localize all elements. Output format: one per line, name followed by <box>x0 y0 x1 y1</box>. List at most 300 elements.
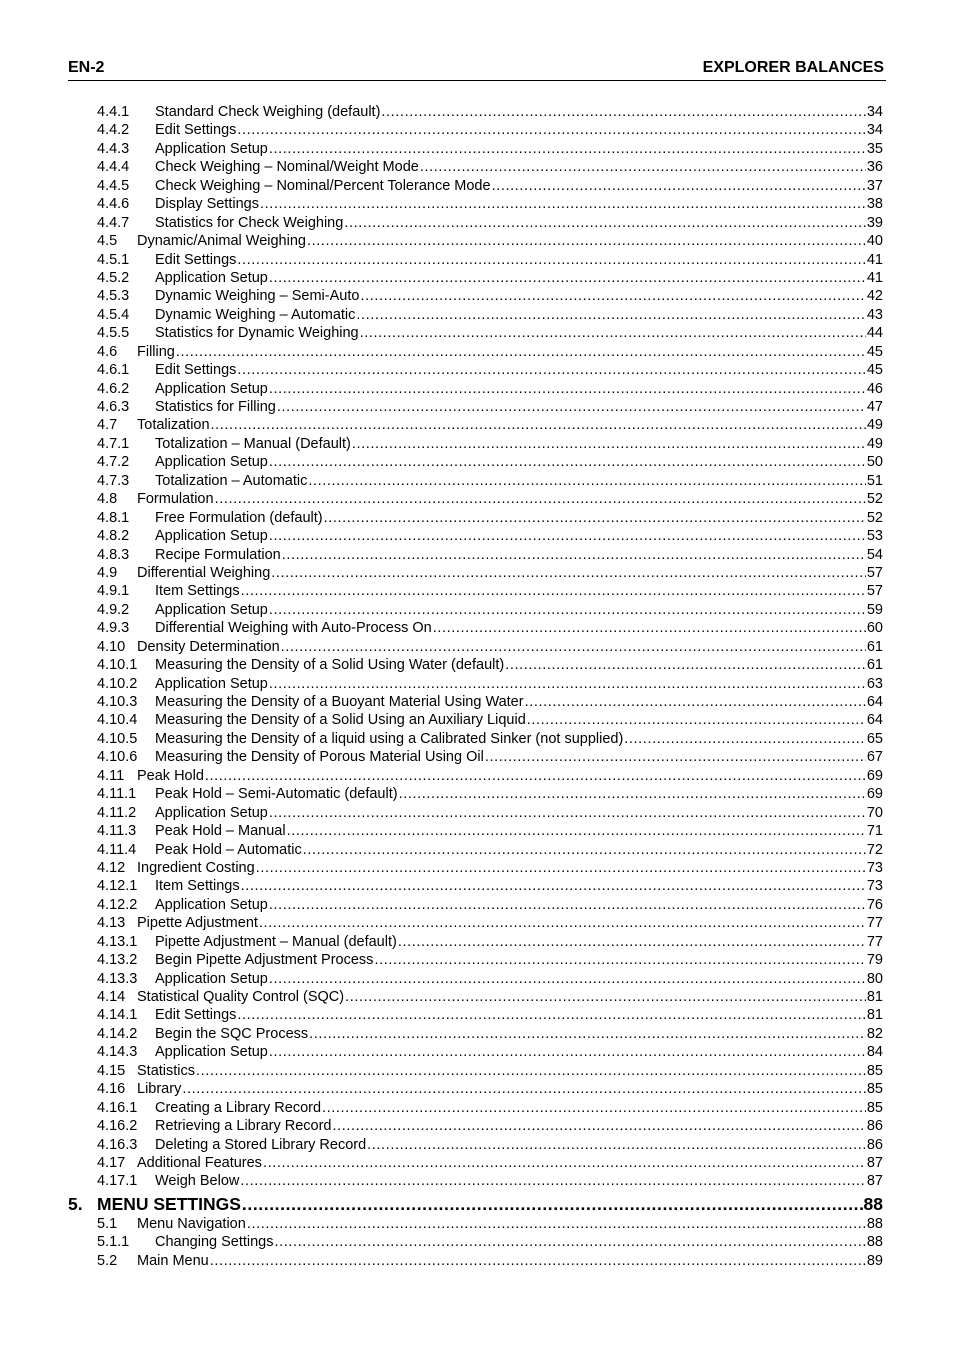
toc-dot-leader <box>247 1215 866 1233</box>
toc-section-number: 4.5.4 <box>97 306 130 323</box>
toc-section-number: 4.5.3 <box>97 288 130 305</box>
toc-section-title: Measuring the Density of a Buoyant Material Using Water <box>155 694 524 710</box>
toc-section-number: 4.5.1 <box>97 251 130 268</box>
toc-section-title: Item Settings <box>155 878 240 895</box>
toc-entry[interactable] <box>97 398 883 416</box>
toc-section-title: Application Setup <box>155 528 268 545</box>
toc-entry[interactable] <box>97 251 883 269</box>
toc-page-number: 34 <box>866 122 883 139</box>
toc-dot-leader <box>211 416 866 434</box>
toc-section-number: 4.4.1 <box>97 104 130 120</box>
toc-page-number: 72 <box>866 841 883 858</box>
toc-dot-leader <box>269 804 866 822</box>
toc-entry[interactable] <box>97 656 883 674</box>
toc-entry[interactable] <box>97 232 883 250</box>
toc-section-title: Pipette Adjustment <box>137 915 258 932</box>
toc-entry[interactable] <box>97 490 883 508</box>
toc-dot-leader <box>356 306 865 324</box>
toc-section-number: 4.11 <box>97 767 125 784</box>
toc-page-number: 52 <box>866 509 883 526</box>
document-title: EXPLORER BALANCES <box>702 59 884 76</box>
toc-entry[interactable] <box>97 195 883 213</box>
toc-section-title: Totalization – Manual (Default) <box>155 435 351 452</box>
toc-entry[interactable] <box>97 785 883 803</box>
toc-section-number: 4.11.2 <box>97 804 137 821</box>
toc-section-title: Density Determination <box>137 638 280 655</box>
toc-section-number: 4.6 <box>97 343 118 360</box>
toc-entry[interactable] <box>97 1006 883 1024</box>
toc-section-number: 4.8.2 <box>97 528 130 545</box>
toc-page-number: 86 <box>866 1136 883 1153</box>
toc-section-number: 5.1.1 <box>97 1234 130 1251</box>
toc-dot-leader <box>303 841 866 859</box>
toc-section-number: 4.16.3 <box>97 1136 138 1153</box>
toc-section-title: Edit Settings <box>155 1007 237 1024</box>
toc-section-number: 4.7.1 <box>97 435 130 452</box>
toc-entry[interactable] <box>97 877 883 895</box>
toc-entry[interactable] <box>97 970 883 988</box>
toc-entry[interactable] <box>97 1215 883 1233</box>
toc-section-number: 4.11.3 <box>97 823 137 840</box>
toc-section-number: 5.1 <box>97 1215 118 1232</box>
toc-entry[interactable] <box>97 601 883 619</box>
toc-page-number: 81 <box>866 989 883 1005</box>
toc-dot-leader <box>275 1233 866 1251</box>
toc-page-number: 53 <box>866 528 883 545</box>
toc-section-title: Statistics for Filling <box>155 399 276 415</box>
toc-entry[interactable] <box>97 933 883 951</box>
toc-section-title: Item Settings <box>155 583 240 600</box>
toc-section-title: Check Weighing – Nominal/Percent Tolerance Mode <box>155 177 491 194</box>
toc-section-title: Application Setup <box>155 804 268 821</box>
toc-page-number: 64 <box>866 694 883 710</box>
toc-page-number: 73 <box>866 878 883 895</box>
toc-page-number: 87 <box>866 1154 883 1171</box>
toc-entry[interactable] <box>97 1233 883 1251</box>
toc-section-number: 4.4.2 <box>97 122 130 139</box>
toc-entry[interactable] <box>97 287 883 305</box>
toc-section-number: 4.9.3 <box>97 620 130 637</box>
toc-entry[interactable] <box>97 804 883 822</box>
toc-page-number: 85 <box>866 1062 883 1079</box>
toc-dot-leader <box>287 822 866 840</box>
toc-page-number: 37 <box>866 177 883 194</box>
toc-page-number: 84 <box>866 1044 883 1061</box>
toc-entry[interactable] <box>97 546 883 564</box>
toc-section-title: Peak Hold – Manual <box>155 823 286 840</box>
toc-page-number: 49 <box>866 435 883 452</box>
toc-section-title: Free Formulation (default) <box>155 509 323 526</box>
toc-section-title: Statistics for Check Weighing <box>155 214 344 231</box>
toc-section-number: 4.4.6 <box>97 196 130 213</box>
toc-page-number: 88 <box>866 1215 883 1232</box>
toc-dot-leader <box>505 656 866 674</box>
toc-section-number: 4.10 <box>97 638 126 655</box>
toc-entry[interactable] <box>97 416 883 434</box>
toc-entry[interactable] <box>97 306 883 324</box>
toc-dot-leader <box>269 269 866 287</box>
toc-section-number: 4.7 <box>97 417 118 434</box>
toc-entry[interactable] <box>97 1117 883 1135</box>
toc-section-title: Main Menu <box>137 1252 209 1269</box>
toc-dot-leader <box>309 1025 866 1043</box>
toc-dot-leader <box>367 1136 866 1154</box>
toc-section-title: Application Setup <box>155 601 268 618</box>
toc-section-number: 4.17 <box>97 1154 126 1171</box>
toc-page-number: 36 <box>866 159 883 176</box>
toc-entry[interactable] <box>97 1172 883 1190</box>
toc-page-number: 61 <box>866 657 883 674</box>
toc-dot-leader <box>307 232 866 250</box>
toc-section-number: 4.11.1 <box>97 786 137 803</box>
toc-dot-leader <box>176 343 866 361</box>
toc-section-title: Dynamic/Animal Weighing <box>137 233 306 250</box>
toc-dot-leader <box>205 767 866 785</box>
toc-entry[interactable] <box>97 380 883 398</box>
toc-page-number: 44 <box>866 325 883 342</box>
toc-page-number: 46 <box>866 380 883 397</box>
toc-section-title: Display Settings <box>155 196 259 213</box>
toc-dot-leader <box>263 1154 866 1172</box>
toc-entry[interactable] <box>97 1252 883 1270</box>
toc-dot-leader <box>196 1062 866 1080</box>
toc-page-number: 51 <box>866 472 883 489</box>
toc-section-number: 4.10.6 <box>97 749 138 766</box>
toc-dot-leader <box>269 380 866 398</box>
toc-section-number: 4.15 <box>97 1062 126 1079</box>
toc-page-number: 40 <box>866 233 883 250</box>
toc-entry[interactable] <box>97 324 883 342</box>
toc-section-number: 4.7.2 <box>97 454 130 471</box>
toc-section-number: 4.13.1 <box>97 933 138 950</box>
toc-page-number: 81 <box>866 1007 883 1024</box>
toc-dot-leader <box>215 490 866 508</box>
toc-dot-leader <box>269 1043 866 1061</box>
toc-section-title: Dynamic Weighing – Automatic <box>155 306 356 323</box>
toc-dot-leader <box>308 472 866 490</box>
toc-section-title: Application Setup <box>155 140 268 157</box>
toc-section-title: Application Setup <box>155 675 268 692</box>
toc-page-number: 61 <box>866 638 883 655</box>
toc-dot-leader <box>352 435 866 453</box>
toc-dot-leader <box>237 361 865 379</box>
toc-section-number: 4.9.1 <box>97 583 130 600</box>
toc-section-number: 4.6.3 <box>97 399 130 415</box>
toc-entry[interactable] <box>97 822 883 840</box>
toc-dot-leader <box>333 1117 866 1135</box>
toc-dot-leader <box>281 638 866 656</box>
toc-section-title: Peak Hold <box>137 767 204 784</box>
toc-entry[interactable] <box>97 1062 883 1080</box>
toc-section-title: Filling <box>137 343 175 360</box>
toc-section-number: 4.10.1 <box>97 657 138 674</box>
toc-entry[interactable] <box>97 693 883 711</box>
toc-section-number: 4.11.4 <box>97 841 137 858</box>
toc-entry[interactable] <box>97 361 883 379</box>
toc-section-number: 4.12.1 <box>97 878 138 895</box>
toc-dot-leader <box>624 730 866 748</box>
toc-entry[interactable] <box>97 841 883 859</box>
toc-section-number: 4.14.1 <box>97 1007 138 1024</box>
toc-section-title: Differential Weighing <box>137 564 271 581</box>
toc-entry[interactable] <box>97 509 883 527</box>
toc-entry[interactable] <box>97 435 883 453</box>
toc-dot-leader <box>360 287 865 305</box>
toc-dot-leader <box>322 1099 866 1117</box>
toc-page-number: 70 <box>866 804 883 821</box>
toc-dot-leader <box>237 121 865 139</box>
toc-dot-leader <box>260 195 866 213</box>
toc-dot-leader <box>527 711 866 729</box>
toc-entry[interactable] <box>97 472 883 490</box>
toc-section-number: 4.5.2 <box>97 269 130 286</box>
toc-section-title: Measuring the Density of a Solid Using Water (default) <box>155 657 505 674</box>
toc-section-title: Dynamic Weighing – Semi-Auto <box>155 288 360 305</box>
toc-page-number: 87 <box>866 1173 883 1190</box>
toc-section-title: Peak Hold – Automatic <box>155 841 302 858</box>
toc-page-number: 85 <box>866 1099 883 1116</box>
toc-page-number: 38 <box>866 196 883 213</box>
toc-section-number: 5.2 <box>97 1252 118 1269</box>
toc-section-number: 4.4.7 <box>97 214 130 231</box>
toc-chapter-entry[interactable] <box>68 1193 883 1215</box>
toc-section-title: Application Setup <box>155 269 268 286</box>
toc-section-number: 4.12.2 <box>97 896 138 913</box>
toc-entry[interactable] <box>97 103 883 121</box>
toc-page-number: 73 <box>866 859 883 876</box>
toc-page-number: 77 <box>866 933 883 950</box>
toc-section-title: Begin Pipette Adjustment Process <box>155 952 374 969</box>
toc-section-title: Statistics for Dynamic Weighing <box>155 325 359 342</box>
toc-section-number: 4.8.1 <box>97 509 130 526</box>
toc-entry[interactable] <box>97 453 883 471</box>
toc-dot-leader <box>269 527 866 545</box>
toc-page-number: 89 <box>866 1252 883 1269</box>
toc-entry[interactable] <box>97 1136 883 1154</box>
toc-page-number: 86 <box>866 1118 883 1135</box>
toc-section-title: Check Weighing – Nominal/Weight Mode <box>155 159 419 176</box>
toc-entry[interactable] <box>97 1043 883 1061</box>
toc-section-number: 4.10.2 <box>97 675 138 692</box>
toc-section-title: Application Setup <box>155 896 268 913</box>
toc-dot-leader <box>399 785 866 803</box>
toc-section-number: 4.4.4 <box>97 159 130 176</box>
toc-entry[interactable] <box>97 711 883 729</box>
toc-dot-leader <box>269 970 866 988</box>
toc-dot-leader <box>269 675 866 693</box>
toc-section-title: Additional Features <box>137 1154 262 1171</box>
toc-entry[interactable] <box>97 269 883 287</box>
toc-page-number: 49 <box>866 417 883 434</box>
toc-dot-leader <box>259 914 866 932</box>
toc-page-number: 39 <box>866 214 883 231</box>
toc-section-title: Edit Settings <box>155 362 237 379</box>
toc-dot-leader <box>242 1193 863 1215</box>
toc-entry[interactable] <box>97 1099 883 1117</box>
toc-dot-leader <box>182 1080 866 1098</box>
toc-dot-leader <box>420 158 866 176</box>
toc-section-title: Application Setup <box>155 454 268 471</box>
toc-dot-leader <box>381 103 865 121</box>
toc-section-number: 4.14 <box>97 989 126 1005</box>
toc-section-number: 5. <box>68 1193 83 1214</box>
toc-entry[interactable] <box>97 619 883 637</box>
page-number-label: EN-2 <box>68 59 105 76</box>
toc-dot-leader <box>269 140 866 158</box>
toc-section-title: Edit Settings <box>155 122 237 139</box>
toc-dot-leader <box>271 564 866 582</box>
toc-section-title: Begin the SQC Process <box>155 1025 309 1042</box>
toc-page-number: 57 <box>866 583 883 600</box>
toc-section-number: 4.17.1 <box>97 1173 138 1190</box>
toc-entry[interactable] <box>97 767 883 785</box>
toc-entry[interactable] <box>97 158 883 176</box>
toc-page-number: 71 <box>866 823 883 840</box>
toc-page-number: 60 <box>866 620 883 637</box>
toc-entry[interactable] <box>97 582 883 600</box>
toc-page-number: 76 <box>866 896 883 913</box>
toc-entry[interactable] <box>97 1154 883 1172</box>
toc-entry[interactable] <box>97 343 883 361</box>
toc-entry[interactable] <box>97 638 883 656</box>
toc-section-number: 4.13 <box>97 915 126 932</box>
toc-dot-leader <box>240 1172 866 1190</box>
toc-entry[interactable] <box>97 1080 883 1098</box>
toc-section-number: 4.14.3 <box>97 1044 138 1061</box>
toc-page-number: 85 <box>866 1081 883 1098</box>
toc-entry[interactable] <box>97 896 883 914</box>
toc-dot-leader <box>282 546 866 564</box>
toc-entry[interactable] <box>97 140 883 158</box>
toc-dot-leader <box>241 877 866 895</box>
toc-section-title: Pipette Adjustment – Manual (default) <box>155 933 397 950</box>
toc-section-title: Statistics <box>137 1062 196 1079</box>
toc-entry[interactable] <box>97 859 883 877</box>
toc-dot-leader <box>492 177 866 195</box>
toc-page-number: 88 <box>866 1234 883 1251</box>
table-of-contents <box>68 103 883 1270</box>
toc-page-number: 35 <box>866 140 883 157</box>
toc-section-title: Totalization – Automatic <box>155 472 308 489</box>
toc-entry[interactable] <box>97 748 883 766</box>
toc-section-title: Edit Settings <box>155 251 237 268</box>
toc-page-number: 52 <box>866 491 883 508</box>
toc-entry[interactable] <box>97 564 883 582</box>
toc-page-number: 69 <box>866 786 883 803</box>
toc-dot-leader <box>269 601 866 619</box>
toc-section-title: Application Setup <box>155 970 268 987</box>
toc-section-number: 4.8.3 <box>97 546 130 563</box>
toc-section-number: 4.6.1 <box>97 362 130 379</box>
toc-dot-leader <box>398 933 866 951</box>
toc-dot-leader <box>256 859 866 877</box>
toc-section-number: 4.16 <box>97 1081 126 1098</box>
toc-section-number: 4.13.3 <box>97 970 138 987</box>
toc-page-number: 54 <box>866 546 883 563</box>
toc-section-title: Retrieving a Library Record <box>155 1118 332 1135</box>
toc-section-title: Formulation <box>137 491 214 508</box>
toc-page-number: 88 <box>863 1193 883 1214</box>
toc-section-title: Library <box>137 1081 182 1098</box>
toc-section-title: Creating a Library Record <box>155 1099 322 1116</box>
toc-page-number: 77 <box>866 915 883 932</box>
toc-page-number: 79 <box>866 952 883 969</box>
toc-dot-leader <box>485 748 866 766</box>
toc-page-number: 43 <box>866 306 883 323</box>
toc-section-title: Measuring the Density of a Solid Using an Auxiliary Liquid <box>155 712 526 729</box>
toc-section-title: Measuring the Density of Porous Material Using Oil <box>155 749 484 766</box>
toc-dot-leader <box>374 951 865 969</box>
toc-section-number: 4.10.3 <box>97 694 138 710</box>
toc-page-number: 45 <box>866 343 883 360</box>
toc-page-number: 34 <box>866 104 883 120</box>
toc-section-title: Application Setup <box>155 380 268 397</box>
toc-dot-leader <box>210 1252 866 1270</box>
toc-section-number: 4.4.3 <box>97 140 130 157</box>
toc-entry[interactable] <box>97 121 883 139</box>
toc-entry[interactable] <box>97 730 883 748</box>
toc-dot-leader <box>237 1006 865 1024</box>
toc-section-number: 4.9.2 <box>97 601 130 618</box>
toc-section-title: Ingredient Costing <box>137 859 255 876</box>
toc-section-title: Measuring the Density of a liquid using a Calibrated Sinker (not supplied) <box>155 730 624 747</box>
toc-page-number: 80 <box>866 970 883 987</box>
toc-section-title: Deleting a Stored Library Record <box>155 1136 367 1153</box>
toc-dot-leader <box>237 251 865 269</box>
toc-page-number: 45 <box>866 362 883 379</box>
toc-page-number: 42 <box>866 288 883 305</box>
toc-dot-leader <box>344 214 866 232</box>
toc-section-number: 4.14.2 <box>97 1025 138 1042</box>
toc-section-number: 4.5 <box>97 233 118 250</box>
toc-section-number: 4.10.4 <box>97 712 138 729</box>
toc-section-title: Changing Settings <box>155 1234 274 1251</box>
toc-page-number: 67 <box>866 749 883 766</box>
toc-page-number: 82 <box>866 1025 883 1042</box>
toc-page-number: 41 <box>866 251 883 268</box>
toc-section-number: 4.12 <box>97 859 126 876</box>
toc-section-number: 4.16.2 <box>97 1118 138 1135</box>
toc-section-title: Statistical Quality Control (SQC) <box>137 989 345 1005</box>
toc-entry[interactable] <box>97 988 883 1006</box>
toc-entry[interactable] <box>97 1025 883 1043</box>
toc-dot-leader <box>241 582 866 600</box>
toc-entry[interactable] <box>97 914 883 932</box>
page-header <box>68 58 886 81</box>
toc-page-number: 65 <box>866 730 883 747</box>
toc-entry[interactable] <box>97 214 883 232</box>
toc-section-title: Standard Check Weighing (default) <box>155 104 381 120</box>
toc-dot-leader <box>433 619 866 637</box>
toc-section-number: 4.9 <box>97 564 118 581</box>
toc-entry[interactable] <box>97 527 883 545</box>
toc-entry[interactable] <box>97 951 883 969</box>
toc-section-number: 4.4.5 <box>97 177 130 194</box>
toc-page-number: 59 <box>866 601 883 618</box>
toc-dot-leader <box>269 453 866 471</box>
toc-section-title: Application Setup <box>155 1044 268 1061</box>
toc-section-title: Totalization <box>137 417 210 434</box>
toc-section-number: 4.5.5 <box>97 325 130 342</box>
toc-dot-leader <box>360 324 866 342</box>
toc-entry[interactable] <box>97 177 883 195</box>
toc-section-number: 4.16.1 <box>97 1099 138 1116</box>
toc-dot-leader <box>345 988 866 1006</box>
toc-entry[interactable] <box>97 675 883 693</box>
toc-section-title: Peak Hold – Semi-Automatic (default) <box>155 786 398 803</box>
toc-page-number: 64 <box>866 712 883 729</box>
toc-dot-leader <box>277 398 866 416</box>
